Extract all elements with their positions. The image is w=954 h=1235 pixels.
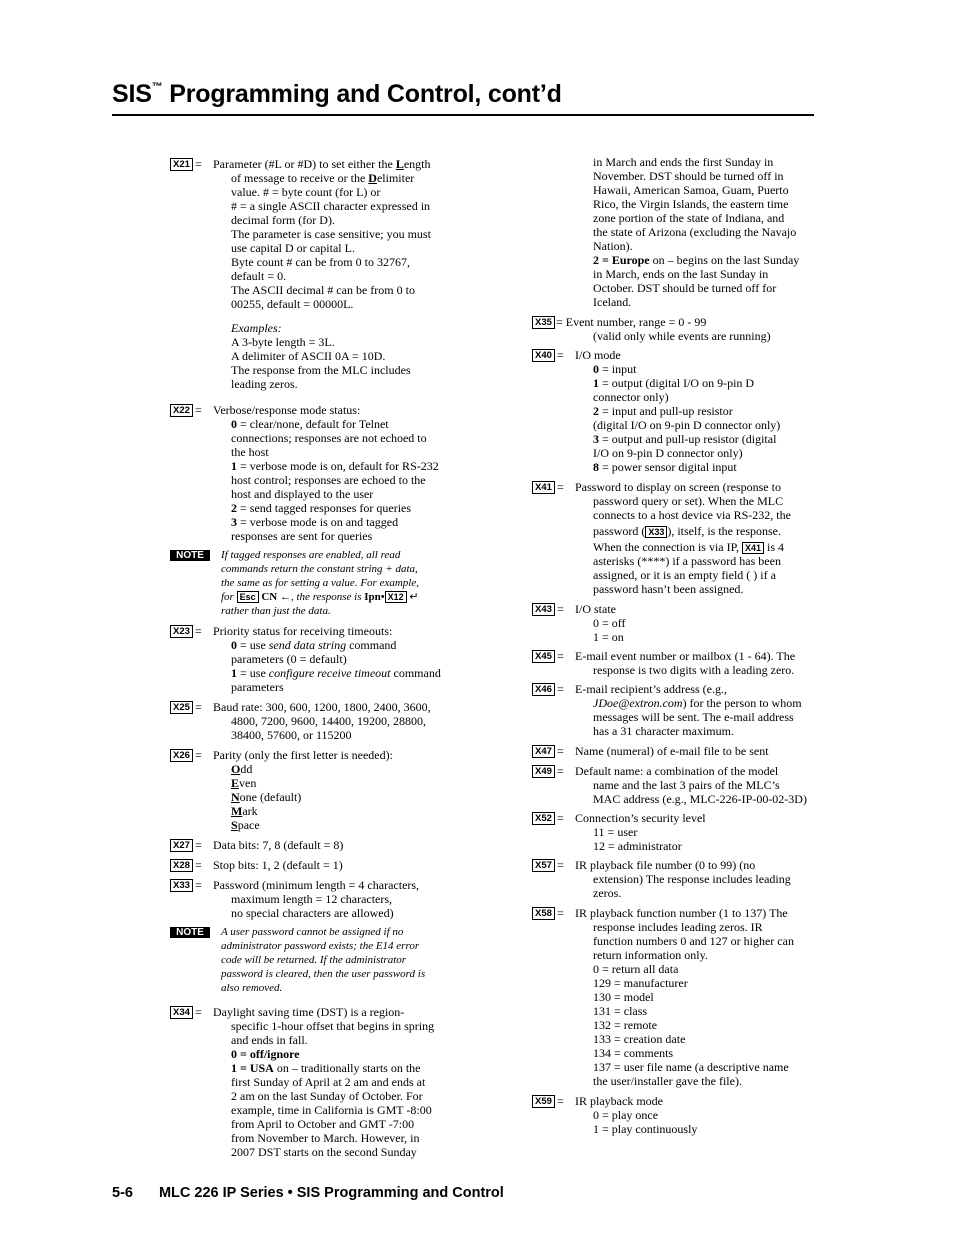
text-line: extension) The response includes leading [593, 872, 791, 886]
entry-x34: X34 = Daylight saving time (DST) is a region- specific 1-hour offset that begins in spring and ends in fall. 0 = off/ignore 1 = USA on – traditionally starts on the first Sunday of April at 2 am and ends at 2 am on the last Sunday of October. For example, time in California is GMT -8:00 from April to October and GMT -7:00 from November to March. However, in 2007 DST starts on the second Sunday [170, 1005, 460, 1159]
text-line: Parameter (#L or #D) to set either the Length [213, 157, 431, 171]
text-line: 00255, default = 00000L. [231, 297, 354, 311]
footer-title: MLC 226 IP Series • SIS Programming and Control [158, 1185, 504, 1201]
variable-tag: X33 [645, 526, 667, 538]
note-user-password [170, 925, 460, 995]
variable-tag: X49 [532, 765, 555, 778]
text-line: password hasn’t been assigned. [593, 582, 744, 596]
text-line: Rico, the Virgin Islands, the eastern time [593, 197, 789, 211]
text-line: I/O mode [575, 348, 621, 362]
text-line: When the connection is via IP, X41 is 4 [593, 540, 784, 554]
return-arrow-icon: ← [280, 591, 291, 603]
variable-tag: X47 [532, 745, 555, 758]
variable-tag: X33 [170, 879, 193, 892]
text-line: 2 = Europe on – begins on the last Sunday [593, 253, 800, 267]
text-line: connects to a host device via RS-232, the [593, 508, 791, 522]
entry-x33: X33 = Password (minimum length = 4 characters, maximum length = 12 characters, no special characters are allowed) [170, 878, 460, 920]
return-arrow-icon: ↵ [409, 591, 419, 603]
text-line: Hawaii, American Samoa, Guam, Puerto [593, 183, 789, 197]
text-line: host control; responses are echoed to the [231, 473, 426, 487]
text-line: 4800, 7200, 9600, 14400, 19200, 28800, [231, 714, 426, 728]
text-line: the same as for setting a value. For example, [221, 577, 419, 589]
entry-x41: X41 = Password to display on screen (response to password query or set). When the MLC connects to a host device via RS-232, the password ( X33 ), itself, is the response. When the connection is via IP, X41 is 4 asterisks (****) if a password has been assigned, or it is an empty field ( ) if a password hasn’t been assigned. [532, 480, 822, 596]
text-line: decimal form (for D). [231, 213, 335, 227]
text-line: Byte count # can be from 0 to 32767, [231, 255, 410, 269]
text-line: responses are sent for queries [231, 529, 373, 543]
text-line: and ends in fall. [231, 1033, 308, 1047]
variable-tag: X26 [170, 749, 193, 762]
text-line: host and displayed to the user [231, 487, 374, 501]
page-title: SIS™ Programming and Control, cont’d [112, 80, 562, 108]
text-line: in March, ends on the last Sunday in [593, 267, 769, 281]
text-line: code will be returned. If the administrator [221, 954, 407, 966]
text-line: from November to March. However, in [231, 1131, 420, 1145]
text-line: The parameter is case sensitive; you must [231, 227, 431, 241]
text-line: A delimiter of ASCII 0A = 10D. [231, 349, 386, 363]
entry-x34-continued [532, 155, 822, 309]
text-line: IR playback function number (1 to 137) The [575, 906, 788, 920]
text-line: A user password cannot be assigned if no [221, 926, 404, 938]
entry-x57: X57 = IR playback file number (0 to 99) (no extension) The response includes leading zeros. [532, 858, 822, 900]
text-line: Priority status for receiving timeouts: [213, 624, 393, 638]
text-line: response is two digits with a leading zero. [593, 663, 795, 677]
text-line: from April to October and GMT -7:00 [231, 1117, 415, 1131]
text-line: 2007 DST starts on the second Sunday [231, 1145, 417, 1159]
entry-x22: X22 = Verbose/response mode status: 0 = clear/none, default for Telnet connections; responses are not echoed to the host 1 = verbose mode is on, default for RS-232 host control; responses are echoed to the host and displayed to the user 2 = send tagged responses for queries 3 = verbose mode is on and tagged responses are sent for queries [170, 403, 460, 543]
text-line: leading zeros. [231, 377, 298, 391]
text-line: The ASCII decimal # can be from 0 to [231, 283, 415, 297]
esc-key: Esc [237, 591, 259, 603]
text-line: Stop bits: 1, 2 (default = 1) [213, 858, 343, 872]
variable-tag: X27 [170, 839, 193, 852]
text-line: 3 = output and pull-up resistor (digital [593, 432, 777, 446]
text-line: function numbers 0 and 127 or higher can [593, 934, 794, 948]
variable-tag: X40 [532, 349, 555, 362]
text-line: maximum length = 12 characters, [231, 892, 393, 906]
text-line: 3 = verbose mode is on and tagged [231, 515, 399, 529]
left-column [170, 157, 460, 1159]
text-line: rather than just the data. [221, 605, 331, 617]
variable-tag: X34 [170, 1006, 193, 1019]
note-badge: NOTE [170, 927, 210, 938]
text-line: 12 = administrator [593, 839, 682, 853]
text-line: zeros. [593, 886, 622, 900]
text-line: E-mail event number or mailbox (1 - 64). The [575, 649, 796, 663]
variable-tag: X45 [532, 650, 555, 663]
text-line: November. DST should be turned off in [593, 169, 784, 183]
text-line: Data bits: 7, 8 (default = 8) [213, 838, 344, 852]
text-line: MAC address (e.g., MLC-226-IP-00-02-3D) [593, 792, 807, 806]
parity-option: Space [231, 818, 260, 832]
text-line: 137 = user file name (a descriptive name [593, 1060, 789, 1074]
entry-x59: X59 = IR playback mode 0 = play once 1 = play continuously [532, 1094, 822, 1136]
text-line: 8 = power sensor digital input [593, 460, 737, 474]
text-line: 0 = off [593, 616, 626, 630]
text-line: 38400, 57600, or 115200 [231, 728, 352, 742]
text-line: Name (numeral) of e-mail file to be sent [575, 744, 769, 758]
text-line: 130 = model [593, 990, 654, 1004]
text-line: Daylight saving time (DST) is a region- [213, 1005, 405, 1019]
parity-option: Odd [231, 762, 253, 776]
note-badge: NOTE [170, 550, 210, 561]
text-line: first Sunday of April at 2 am and ends at [231, 1075, 426, 1089]
text-line: example, time in California is GMT -8:00 [231, 1103, 432, 1117]
text-line: 1 = output (digital I/O on 9-pin D [593, 376, 755, 390]
variable-tag: X58 [532, 907, 555, 920]
entry-x40: X40 = I/O mode 0 = input 1 = output (digital I/O on 9-pin D connector only) 2 = input and pull-up resistor (digital I/O on 9-pin D connector only) 3 = output and pull-up resistor (digital I/O on 9-pin D connector only) 8 = power sensor digital input [532, 348, 822, 474]
text-line: administrator password exists; the E14 error [221, 940, 420, 952]
text-line: (valid only while events are running) [593, 329, 771, 343]
text-line: 2 = send tagged responses for queries [231, 501, 412, 515]
text-line: The response from the MLC includes [231, 363, 411, 377]
text-line: the host [231, 445, 269, 459]
text-line: name and the last 3 pairs of the MLC’s [593, 778, 780, 792]
text-line: 1 = on [593, 630, 624, 644]
text-line: assigned, or it is an empty field ( ) if a [593, 568, 776, 582]
text-line: Default name: a combination of the model [575, 764, 779, 778]
text-line: response includes leading zeros. IR [593, 920, 763, 934]
text-line: (digital I/O on 9-pin D connector only) [593, 418, 781, 432]
parity-option: Even [231, 776, 257, 790]
entry-x25: X25 = Baud rate: 300, 600, 1200, 1800, 2400, 3600, 4800, 7200, 9600, 14400, 19200, 28800, 38400, 57600, or 115200 [170, 700, 460, 742]
text-line: commands return the constant string + data, [221, 563, 418, 575]
text-line: return information only. [593, 948, 708, 962]
text-line: of message to receive or the Delimiter [231, 171, 415, 185]
variable-tag: X59 [532, 1095, 555, 1108]
text-line: A 3-byte length = 3L. [231, 335, 335, 349]
entry-x35 [532, 315, 822, 343]
page-number: 5-6 [112, 1185, 133, 1201]
variable-tag: X35 [532, 316, 555, 329]
text-line: 131 = class [593, 1004, 648, 1018]
text-line: 1 = verbose mode is on, default for RS-232 [231, 459, 439, 473]
text-line: 1 = USA on – traditionally starts on the [231, 1061, 421, 1075]
variable-tag: X41 [742, 542, 764, 554]
text-line: use capital D or capital L. [231, 241, 355, 255]
text-line: for Esc CN ←, the response is Ipn• X12 ↵ [221, 591, 419, 603]
text-line: # = a single ASCII character expressed in [231, 199, 431, 213]
parity-option: None (default) [231, 790, 302, 804]
entry-x23: X23 = Priority status for receiving timeouts: 0 = use send data string command parameters (0 = default) 1 = use configure receive timeout command parameters [170, 624, 460, 694]
text-line: parameters (0 = default) [231, 652, 347, 666]
text-line: also removed. [221, 982, 283, 994]
parity-option: Mark [231, 804, 258, 818]
text-line: 11 = user [593, 825, 638, 839]
entry-x58: X58 = IR playback function number (1 to 137) The response includes leading zeros. IR function numbers 0 and 127 or higher can return information only. 0 = return all data 129 = manufacturer 130 = model 131 = class 132 = remote 133 = creation date 134 = comments 137 = user file name (a descriptive name the user/installer gave the file). [532, 906, 822, 1088]
text-line: 0 = use send data string command [231, 638, 397, 652]
text-line: the state of Arizona (excluding the Navajo [593, 225, 797, 239]
text-line: 0 = clear/none, default for Telnet [231, 417, 389, 431]
text-line: messages will be sent. The e-mail address [593, 710, 794, 724]
entry-x45: X45 = E-mail event number or mailbox (1 - 64). The response is two digits with a leading zero. [532, 649, 822, 677]
text-line: Iceland. [593, 295, 632, 309]
text-line: default = 0. [231, 269, 287, 283]
variable-tag: X23 [170, 625, 193, 638]
text-line: parameters [231, 680, 284, 694]
text-line: value. # = byte count (for L) or [231, 185, 381, 199]
variable-tag: X25 [170, 701, 193, 714]
text-line: 0 = off/ignore [231, 1047, 300, 1061]
text-line: Verbose/response mode status: [213, 403, 361, 417]
variable-tag: X12 [385, 591, 407, 603]
entry-x49: X49 = Default name: a combination of the model name and the last 3 pairs of the MLC’s MAC address (e.g., MLC-226-IP-00-02-3D) [532, 764, 822, 806]
text-line: 132 = remote [593, 1018, 658, 1032]
text-line: If tagged responses are enabled, all read [221, 549, 401, 561]
text-line: = Event number, range = 0 - 99 [556, 315, 707, 329]
text-line: password ( X33 ), itself, is the response. [593, 524, 781, 538]
text-line: I/O on 9-pin D connector only) [593, 446, 743, 460]
variable-tag: X41 [532, 481, 555, 494]
variable-tag: X46 [532, 683, 555, 696]
email-example: JDoe@extron.com [593, 696, 683, 710]
text-line: 0 = input [593, 362, 637, 376]
text-line: 134 = comments [593, 1046, 674, 1060]
text-line: Nation). [593, 239, 633, 253]
variable-tag: X52 [532, 812, 555, 825]
text-line: connector only) [593, 390, 669, 404]
page-footer [112, 1185, 504, 1201]
entry-x46: X46 = E-mail recipient’s address (e.g., JDoe@extron.com) for the person to whom messages will be sent. The e-mail address has a 31 character maximum. [532, 682, 822, 738]
text-line: 0 = play once [593, 1108, 659, 1122]
right-column [532, 155, 822, 1136]
text-line: 0 = return all data [593, 962, 679, 976]
variable-tag: X22 [170, 404, 193, 417]
text-line: connections; responses are not echoed to [231, 431, 427, 445]
text-line: asterisks (****) if a password has been [593, 554, 781, 568]
text-line: 133 = creation date [593, 1032, 686, 1046]
text-line: has a 31 character maximum. [593, 724, 734, 738]
text-line: zone portion of the state of Indiana, and [593, 211, 785, 225]
variable-tag: X28 [170, 859, 193, 872]
text-line: Connection’s security level [575, 811, 706, 825]
text-line: 2 = input and pull-up resistor [593, 404, 733, 418]
title-rule [112, 114, 814, 116]
text-line: JDoe@extron.com) for the person to whom [593, 696, 802, 710]
text-line: October. DST should be turned off for [593, 281, 777, 295]
text-line: password query or set). When the MLC [593, 494, 784, 508]
text-line: IR playback mode [575, 1094, 663, 1108]
text-line: E-mail recipient’s address (e.g., [575, 682, 727, 696]
examples-label: Examples: [231, 321, 282, 335]
entry-x26: X26 = Parity (only the first letter is needed): Odd Even None (default) Mark Space [170, 748, 460, 832]
entry-x28: X28 = Stop bits: 1, 2 (default = 1) [170, 858, 460, 872]
entry-x47: X47 = Name (numeral) of e-mail file to be sent [532, 744, 822, 758]
text-line: Parity (only the first letter is needed): [213, 748, 393, 762]
text-line: I/O state [575, 602, 616, 616]
entry-x52: X52 = Connection’s security level 11 = user 12 = administrator [532, 811, 822, 853]
text-line: password is cleared, then the user password is [221, 968, 426, 980]
text-line: in March and ends the first Sunday in [593, 155, 774, 169]
text-line: 129 = manufacturer [593, 976, 688, 990]
text-line: Password to display on screen (response to [575, 480, 781, 494]
text-line: specific 1-hour offset that begins in spring [231, 1019, 435, 1033]
variable-tag: X57 [532, 859, 555, 872]
text-line: 1 = use configure receive timeout command [231, 666, 441, 680]
entry-x43: X43 = I/O state 0 = off 1 = on [532, 602, 822, 644]
note-tagged-responses [170, 548, 460, 618]
text-line: 2 am on the last Sunday of October. For [231, 1089, 423, 1103]
text-line: Baud rate: 300, 600, 1200, 1800, 2400, 3600, [213, 700, 431, 714]
text-line: IR playback file number (0 to 99) (no [575, 858, 756, 872]
text-line: the user/installer gave the file). [593, 1074, 742, 1088]
text-line: Password (minimum length = 4 characters, [213, 878, 420, 892]
text-line: no special characters are allowed) [231, 906, 394, 920]
variable-tag: X43 [532, 603, 555, 616]
text-line: 1 = play continuously [593, 1122, 698, 1136]
entry-x27: X27 = Data bits: 7, 8 (default = 8) [170, 838, 460, 852]
variable-tag: X21 [170, 158, 193, 171]
entry-x21: X21 = Parameter (#L or #D) to set either the Length of message to receive or the Delimiter value. # = byte count (for L) or # = a single ASCII character expressed in decimal form (for D). The parameter is case sensitive; you must use capital D or capital L. Byte count # can be from 0 to 32767, default = 0. The ASCII decimal # can be from 0 to 00255, default = 00000L. Examples: A 3-byte length = 3L. A delimiter of ASCII 0A = 10D. The response from the MLC includes leading zeros. [170, 157, 460, 391]
